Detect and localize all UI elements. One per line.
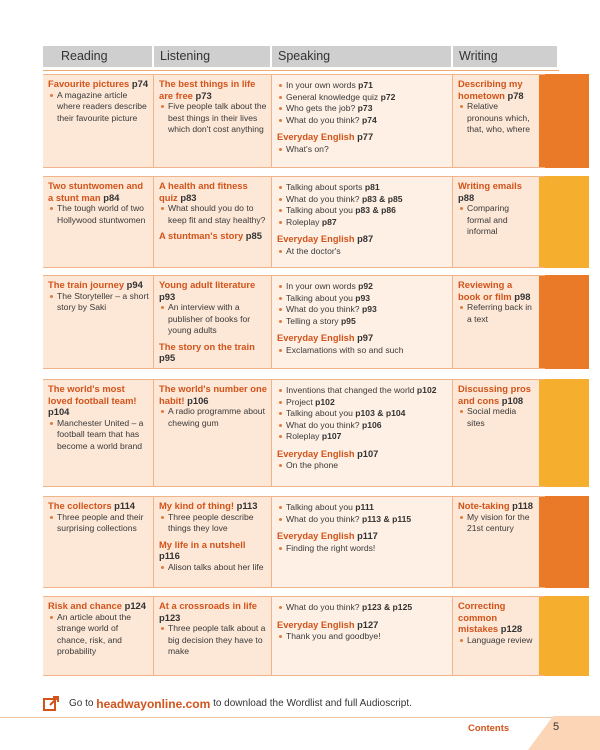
- speaking-page: p87: [321, 216, 337, 227]
- speaking-page: p106: [361, 419, 382, 430]
- reading-list: [48, 291, 149, 314]
- table-row: [43, 275, 589, 369]
- reading-page: p104: [48, 406, 70, 417]
- unit-colour-strip: [539, 275, 589, 369]
- speaking-page: p83 & p85: [361, 193, 403, 204]
- listening-item: Five people talk about the best things in their lives which don't cost anything: [168, 101, 267, 134]
- footer-note: [43, 696, 412, 711]
- listening-item: A radio programme about chewing gum: [168, 406, 267, 429]
- reading-list: [48, 90, 149, 125]
- header-rule: [43, 70, 559, 71]
- reading-title-text: Risk and chance: [48, 600, 122, 611]
- table-row: [43, 596, 589, 676]
- everyday-english-heading: [277, 234, 448, 246]
- speaking-page: p74: [361, 114, 377, 125]
- header-listening: Listening: [154, 46, 272, 67]
- reading-list: [48, 512, 149, 535]
- speaking-item: [286, 182, 448, 194]
- speaking-list: [277, 502, 448, 525]
- everyday-english-label: Everyday English: [277, 619, 355, 630]
- listening-title: [159, 180, 267, 203]
- writing-item: Referring back in a text: [467, 302, 535, 325]
- speaking-item: [286, 103, 448, 115]
- speaking-activity: Roleplay: [286, 431, 320, 441]
- reading-list: [48, 418, 149, 453]
- reading-title-text: The train journey: [48, 279, 125, 290]
- footer-prefix: Go to: [69, 698, 94, 709]
- listening-2-item: Alison talks about her life: [168, 562, 267, 574]
- header-reading: Reading: [43, 46, 154, 67]
- reading-page: p124: [124, 600, 146, 611]
- listening-list: [159, 512, 267, 535]
- reading-cell: [43, 496, 154, 588]
- speaking-list: [277, 602, 448, 614]
- everyday-english-item: Exclamations with so and such: [286, 345, 448, 357]
- reading-item: The Storyteller – a short story by Saki: [57, 290, 149, 312]
- listening-cell: [154, 379, 272, 487]
- speaking-item: [286, 217, 448, 229]
- writing-list: [458, 512, 535, 535]
- reading-item: Three people and their surprising collections: [57, 512, 149, 535]
- everyday-english-page: p107: [357, 448, 379, 459]
- speaking-item: [286, 205, 448, 217]
- listening-title: [159, 279, 267, 302]
- listening-title-text: Young adult literature: [159, 279, 256, 290]
- everyday-english-item: What's on?: [286, 144, 448, 156]
- speaking-item: [286, 281, 448, 293]
- writing-list: [458, 406, 535, 429]
- reading-cell: [43, 275, 154, 369]
- speaking-page: p113 & p115: [361, 513, 412, 524]
- speaking-activity: What do you think?: [286, 513, 360, 524]
- listening-page: p83: [180, 191, 197, 203]
- header-speaking: Speaking: [272, 46, 453, 67]
- listening-title-text: My kind of thing!: [159, 500, 234, 511]
- unit-colour-strip: [539, 496, 589, 588]
- writing-title-text: Reviewing a book or film: [458, 279, 513, 302]
- listening-page: p106: [187, 394, 209, 406]
- speaking-item: [286, 385, 448, 397]
- everyday-english-heading: [277, 449, 448, 461]
- speaking-item: [286, 397, 448, 409]
- speaking-item: [286, 408, 448, 420]
- listening-item: What should you do to keep fit and stay healthy?: [168, 203, 266, 225]
- everyday-english-heading: [277, 531, 448, 543]
- writing-title-text: Discussing pros and cons: [458, 383, 531, 406]
- unit-colour-strip: [539, 74, 589, 168]
- writing-page: p98: [514, 290, 531, 302]
- speaking-item: [286, 420, 448, 432]
- speaking-list: [277, 80, 448, 126]
- speaking-cell: [272, 74, 453, 168]
- everyday-english-page: p117: [357, 531, 378, 541]
- page-number: 5: [553, 721, 560, 733]
- speaking-cell: [272, 596, 453, 676]
- table-row: [43, 496, 589, 588]
- speaking-page: p92: [358, 281, 373, 291]
- reading-item: A magazine article where readers describe their favourite picture: [57, 90, 149, 125]
- writing-title: [458, 600, 535, 635]
- everyday-english-page: p97: [357, 333, 374, 343]
- speaking-page: p73: [357, 103, 373, 113]
- writing-title-text: Note-taking: [458, 500, 510, 511]
- speaking-item: [286, 194, 448, 206]
- writing-page: p108: [501, 394, 524, 406]
- reading-title-text: The world's most loved football team!: [48, 383, 137, 406]
- listening-title-2-text: The story on the train: [159, 340, 255, 352]
- listening-page: p93: [159, 290, 176, 302]
- speaking-activity: General knowledge quiz: [286, 91, 379, 102]
- section-label: Contents: [468, 723, 510, 734]
- speaking-item: [286, 92, 448, 104]
- speaking-page: p111: [355, 502, 374, 512]
- everyday-english-item: At the doctor's: [286, 246, 448, 258]
- listening-list: [159, 406, 267, 429]
- everyday-english-heading: [277, 333, 448, 345]
- speaking-activity: Talking about sports: [286, 182, 363, 192]
- speaking-activity: What do you think?: [286, 602, 360, 612]
- writing-item: Language review: [467, 635, 535, 647]
- reading-title: [48, 600, 149, 612]
- speaking-page: p71: [358, 80, 373, 90]
- unit-colour-strip: [539, 596, 589, 676]
- listening-title-2: [159, 341, 267, 364]
- reading-item: An article about the strange world of chance, risk, and probability: [57, 612, 149, 658]
- listening-item: Three people talk about a big decision they have to make: [168, 623, 266, 656]
- everyday-english-heading: [277, 132, 448, 144]
- speaking-page: p93: [355, 292, 371, 303]
- reading-page: p74: [131, 78, 149, 89]
- everyday-english-label: Everyday English: [277, 531, 355, 541]
- speaking-activity: What do you think?: [286, 193, 360, 204]
- speaking-activity: Roleplay: [286, 216, 320, 227]
- writing-item: My vision for the 21st century: [467, 512, 535, 535]
- speaking-cell: [272, 496, 453, 588]
- speaking-activity: Inventions that changed the world: [286, 385, 415, 395]
- reading-title-text: The collectors: [48, 500, 112, 511]
- reading-page: p84: [103, 191, 120, 203]
- reading-cell: [43, 596, 154, 676]
- speaking-activity: Telling a story: [286, 315, 339, 326]
- speaking-page: p103 & p104: [355, 408, 406, 418]
- speaking-list: [277, 385, 448, 443]
- writing-item: Social media sites: [467, 406, 535, 429]
- speaking-activity: Project: [286, 396, 313, 407]
- everyday-english-page: p127: [357, 619, 379, 630]
- speaking-activity: In your own words: [286, 281, 356, 291]
- table-row: [43, 74, 589, 168]
- writing-title: [458, 383, 535, 406]
- listening-list: [159, 101, 267, 136]
- everyday-english-label: Everyday English: [277, 234, 355, 244]
- writing-cell: [453, 275, 539, 369]
- speaking-page: p107: [321, 431, 342, 441]
- table-row: [43, 176, 589, 268]
- reading-list: [48, 203, 149, 226]
- external-link-icon: [43, 696, 60, 711]
- speaking-item: [286, 502, 448, 514]
- everyday-english-list: [277, 144, 448, 156]
- speaking-page: p93: [361, 304, 377, 314]
- writing-title: [458, 78, 535, 101]
- listening-title: [159, 78, 267, 101]
- speaking-activity: What do you think?: [286, 114, 360, 125]
- speaking-cell: [272, 275, 453, 369]
- reading-cell: [43, 176, 154, 268]
- writing-list: [458, 302, 535, 325]
- reading-title: [48, 500, 149, 512]
- writing-list: [458, 101, 535, 136]
- everyday-english-item: Thank you and goodbye!: [286, 631, 448, 643]
- everyday-english-list: [277, 345, 448, 357]
- speaking-item: [286, 316, 448, 328]
- everyday-english-list: [277, 246, 448, 258]
- headway-link[interactable]: headwayonline.com: [96, 696, 211, 711]
- listening-title-2: [159, 539, 267, 562]
- listening-title: [159, 383, 267, 406]
- speaking-item: [286, 431, 448, 443]
- listening-page: p73: [195, 89, 212, 101]
- reading-cell: [43, 379, 154, 487]
- speaking-list: [277, 182, 448, 228]
- speaking-item: [286, 293, 448, 305]
- listening-cell: [154, 176, 272, 268]
- listening-list: [159, 203, 267, 226]
- everyday-english-label: Everyday English: [277, 448, 355, 459]
- listening-title-text: A health and fitness quiz: [159, 180, 248, 203]
- listening-title-text: At a crossroads in life: [159, 600, 257, 611]
- reading-item: Manchester United – a football team that has become a world brand: [57, 418, 149, 453]
- writing-page: p88: [458, 191, 475, 203]
- speaking-page: p102: [315, 396, 335, 407]
- listening-title-2-text: A stuntman's story: [159, 230, 244, 241]
- listening-item: Three people describe things they love: [168, 512, 267, 535]
- listening-title: [159, 600, 267, 623]
- reading-title: [48, 383, 149, 418]
- writing-list: [458, 635, 535, 647]
- speaking-activity: What do you think?: [286, 419, 360, 430]
- reading-page: p94: [126, 279, 143, 290]
- header-writing: Writing: [453, 46, 559, 67]
- writing-list: [458, 203, 535, 238]
- writing-item: Comparing formal and informal: [467, 203, 535, 238]
- listening-cell: [154, 596, 272, 676]
- listening-2-list: [159, 562, 267, 574]
- listening-page-2: p116: [159, 550, 180, 561]
- writing-cell: [453, 496, 539, 588]
- writing-title-text: Correcting common mistakes: [458, 600, 506, 634]
- listening-title-text: The best things in life are free: [159, 78, 256, 101]
- listening-cell: [154, 275, 272, 369]
- unit-colour-strip: [539, 379, 589, 487]
- footer-rule: [0, 717, 600, 718]
- speaking-activity: What do you think?: [286, 304, 360, 314]
- reading-title-text: Two stuntwomen and a stunt man: [48, 180, 144, 203]
- speaking-page: p81: [364, 182, 380, 192]
- everyday-english-heading: [277, 620, 448, 632]
- everyday-english-item: On the phone: [286, 460, 448, 472]
- writing-title: [458, 279, 535, 302]
- speaking-activity: In your own words: [286, 80, 356, 90]
- listening-list: [159, 623, 267, 658]
- writing-page: p118: [512, 500, 534, 511]
- listening-page-2: p95: [159, 352, 176, 363]
- writing-cell: [453, 74, 539, 168]
- everyday-english-page: p87: [357, 234, 374, 244]
- writing-title-text: Writing emails: [458, 180, 522, 191]
- speaking-page: p123 & p125: [361, 602, 413, 612]
- listening-title-2: [159, 230, 267, 242]
- everyday-english-list: [277, 631, 448, 643]
- speaking-item: [286, 115, 448, 127]
- writing-cell: [453, 596, 539, 676]
- reading-title: [48, 180, 149, 203]
- table-row: [43, 379, 589, 487]
- reading-title-text: Favourite pictures: [48, 78, 130, 89]
- reading-title: [48, 78, 149, 90]
- speaking-item: [286, 304, 448, 316]
- speaking-activity: Who gets the job?: [286, 103, 356, 113]
- listening-title-2-text: My life in a nutshell: [159, 538, 246, 550]
- listening-title-text: The world's number one habit!: [159, 383, 267, 406]
- everyday-english-label: Everyday English: [277, 132, 355, 142]
- listening-page: p113: [236, 500, 258, 511]
- writing-cell: [453, 379, 539, 487]
- speaking-page: p83 & p86: [355, 205, 396, 215]
- writing-item: Relative pronouns which, that, who, where: [467, 101, 535, 136]
- listening-cell: [154, 74, 272, 168]
- reading-cell: [43, 74, 154, 168]
- writing-page: p78: [507, 89, 524, 101]
- speaking-activity: Talking about you: [286, 502, 353, 512]
- everyday-english-item: Finding the right words!: [286, 543, 448, 555]
- writing-title-text: Describing my hometown: [458, 78, 523, 101]
- speaking-activity: Talking about you: [286, 292, 353, 303]
- speaking-activity: Talking about you: [286, 408, 353, 418]
- speaking-item: [286, 514, 448, 526]
- reading-page: p114: [114, 500, 136, 511]
- listening-cell: [154, 496, 272, 588]
- speaking-item: [286, 80, 448, 92]
- speaking-list: [277, 281, 448, 327]
- speaking-page: p95: [340, 315, 356, 326]
- page-number-tab: [528, 716, 600, 750]
- speaking-page: p102: [416, 385, 437, 395]
- speaking-item: [286, 602, 448, 614]
- writing-page: p128: [500, 623, 523, 634]
- writing-title: [458, 500, 535, 512]
- speaking-page: p72: [380, 91, 396, 102]
- writing-cell: [453, 176, 539, 268]
- reading-title: [48, 279, 149, 291]
- listening-item: An interview with a publisher of books for young adults: [168, 302, 267, 337]
- speaking-activity: Talking about you: [286, 205, 353, 215]
- speaking-cell: [272, 176, 453, 268]
- footer-suffix: to download the Wordlist and full Audioscript.: [213, 698, 412, 709]
- table-header: [43, 46, 559, 67]
- unit-colour-strip: [539, 176, 589, 268]
- writing-title: [458, 180, 535, 203]
- reading-item: The tough world of two Hollywood stuntwomen: [57, 203, 149, 226]
- everyday-english-list: [277, 460, 448, 472]
- reading-list: [48, 612, 149, 658]
- everyday-english-page: p77: [357, 132, 374, 142]
- listening-page: p123: [159, 611, 181, 623]
- listening-list: [159, 302, 267, 337]
- everyday-english-list: [277, 543, 448, 555]
- listening-page-2: p85: [245, 230, 262, 241]
- everyday-english-label: Everyday English: [277, 333, 355, 343]
- listening-title: [159, 500, 267, 512]
- speaking-cell: [272, 379, 453, 487]
